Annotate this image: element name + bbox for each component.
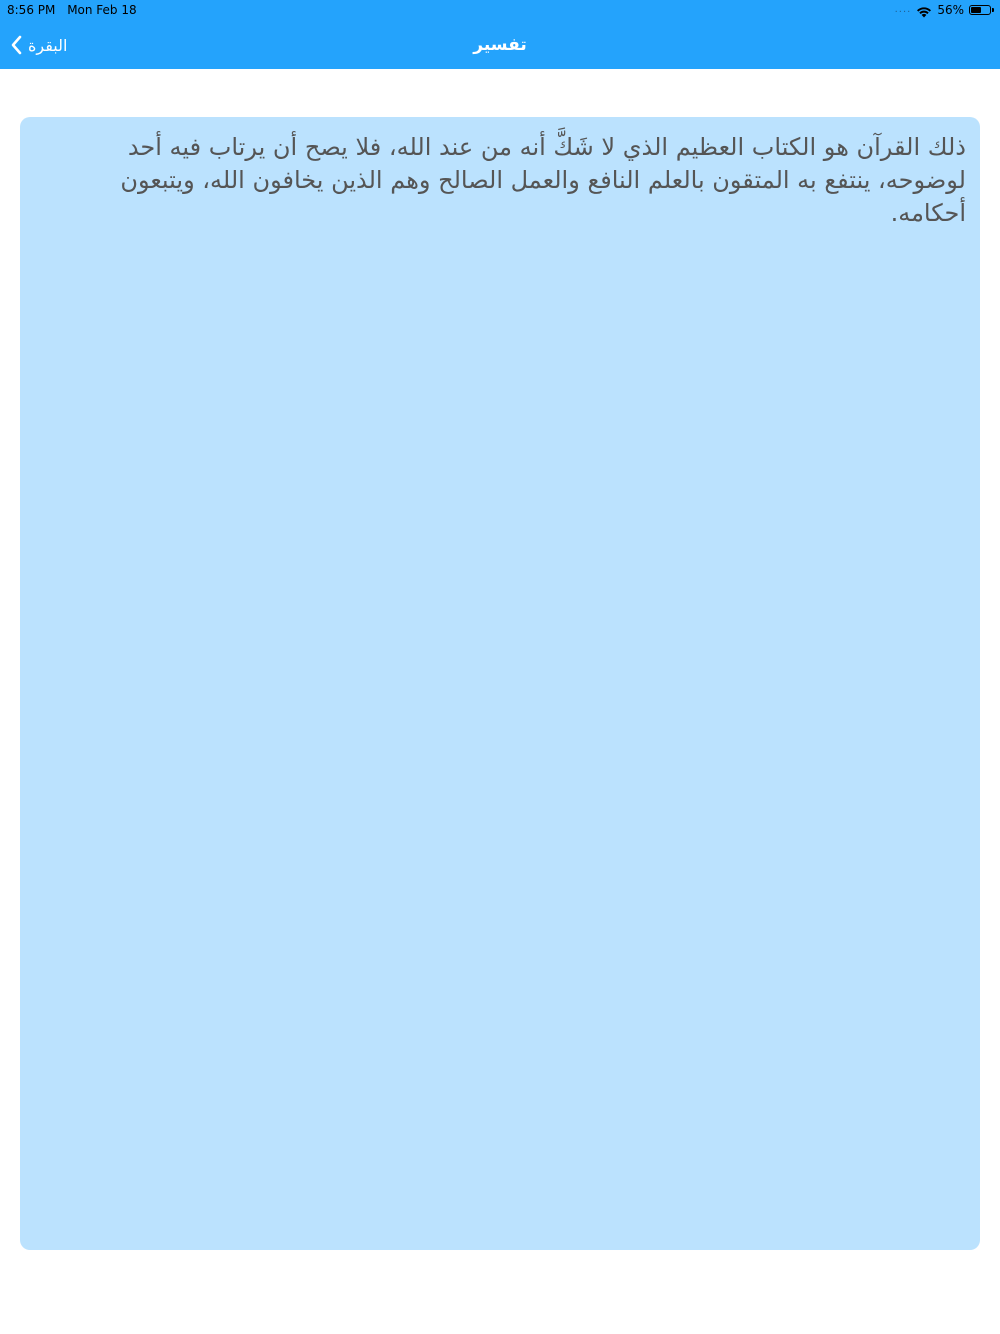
status-time: 8:56 PM [7, 3, 56, 17]
status-bar [0, 0, 1000, 20]
top-header [0, 0, 1000, 69]
back-label: البقرة [28, 35, 68, 55]
status-right [895, 0, 994, 20]
signal-icon: .... [894, 4, 912, 15]
tafsir-text: ذلك القرآن هو الكتاب العظيم الذي لا شَكَّ أنه من عند الله، فلا يصح أن يرتاب فيه أحد لوضوحه، ينتفع به المتقون بالعلم النافع والعمل الصالح وهم الذين يخافون الله، ويتبعون أحكامه. [120, 133, 966, 227]
battery-icon [969, 5, 991, 15]
page-title: تفسير [473, 35, 527, 55]
battery-fill [971, 7, 981, 13]
navigation-bar [0, 20, 1000, 69]
tafsir-card [20, 117, 980, 1250]
status-date: Mon Feb 18 [67, 3, 137, 17]
wifi-icon [916, 4, 932, 16]
status-left [7, 0, 145, 20]
battery-percent: 56% [937, 3, 964, 17]
